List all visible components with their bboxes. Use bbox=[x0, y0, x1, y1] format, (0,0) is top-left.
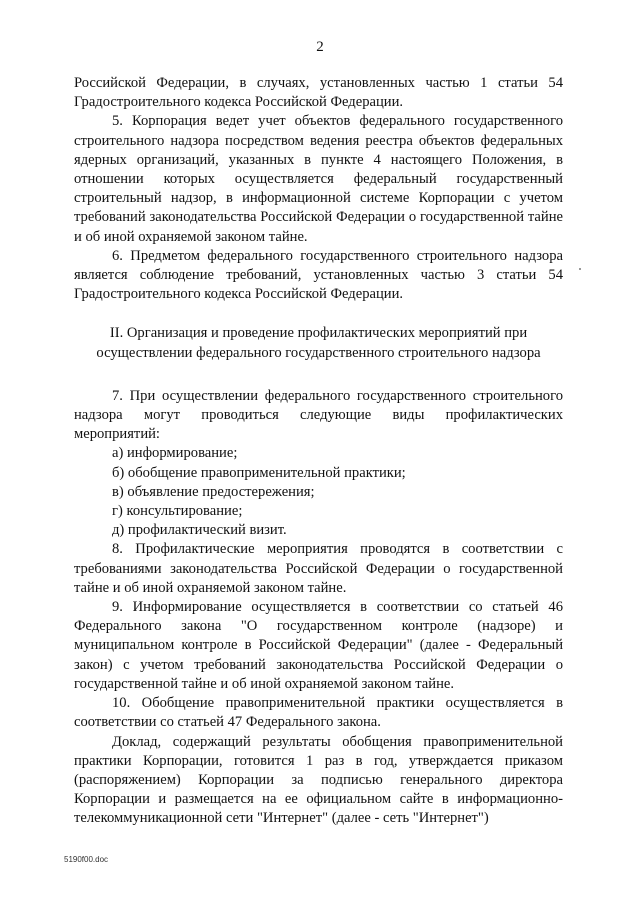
paragraph-8: 8. Профилактические мероприятия проводятся в соответствии с требованиями законодательства Российской Федерации о государственной тайне и об иной охраняемой законом тайне. bbox=[74, 541, 563, 596]
list-item: г) консультирование; bbox=[112, 503, 243, 520]
page-number: 2 bbox=[316, 39, 324, 55]
paragraph-5: 5. Корпорация ведет учет объектов федерального государственного строительного надзора посредством ведения реестра объектов федеральных ядерных организаций, указанных в пункте 4 настоящего Положения, в отношении которых осуществляется федеральный государственный строительный надзор, в информационной системе Корпорации с учетом требований законодательства Российской Федерации о государственной тайне и об иной охраняемой законом тайне. bbox=[74, 113, 563, 245]
paragraph-10: 10. Обобщение правоприменительной практики осуществляется в соответствии со статьей 47 Федерального закона. bbox=[74, 695, 563, 731]
list-item: б) обобщение правоприменительной практики; bbox=[112, 464, 406, 481]
list-item: а) информирование; bbox=[112, 445, 238, 462]
scan-speck bbox=[579, 268, 581, 270]
paragraph-continuation: Российской Федерации, в случаях, установленных частью 1 статьи 54 Градостроительного кодекса Российской Федерации. bbox=[74, 75, 563, 111]
paragraph-6: 6. Предметом федерального государственного строительного надзора является соблюдение требований, установленных частью 3 статьи 54 Градостроительного кодекса Российской Федерации. bbox=[74, 247, 563, 303]
footer-filename: 5190f00.doc bbox=[64, 855, 109, 864]
section-heading: II. Организация и проведение профилактических мероприятий при осуществлении федерального государственного строительного надзора bbox=[96, 325, 541, 361]
list-item: в) объявление предостережения; bbox=[112, 483, 315, 500]
paragraph-7: 7. При осуществлении федерального государственного строительного надзора могут проводиться следующие виды профилактических мероприятий: bbox=[74, 387, 563, 443]
paragraph-report: Доклад, содержащий результаты обобщения правоприменительной практики Корпорации, готовится 1 раз в год, утверждается приказом (распоряжением) Корпорации за подписью генерального директора Корпорации и размещается на ее официальном сайте в информационно-телекоммуникационной сети "Интернет" (далее - сеть "Интернет") bbox=[74, 733, 563, 827]
paragraph-9: 9. Информирование осуществляется в соответствии со статьей 46 Федерального закона "О государственном контроле (надзоре) и муниципальном контроле в Российской Федерации" (далее - Федеральный закон) с учетом требований законодательства Российской Федерации о государственной тайне и об иной охраняемой законом тайне. bbox=[74, 599, 563, 692]
list-item: д) профилактический визит. bbox=[112, 522, 287, 539]
document-body bbox=[74, 74, 563, 829]
